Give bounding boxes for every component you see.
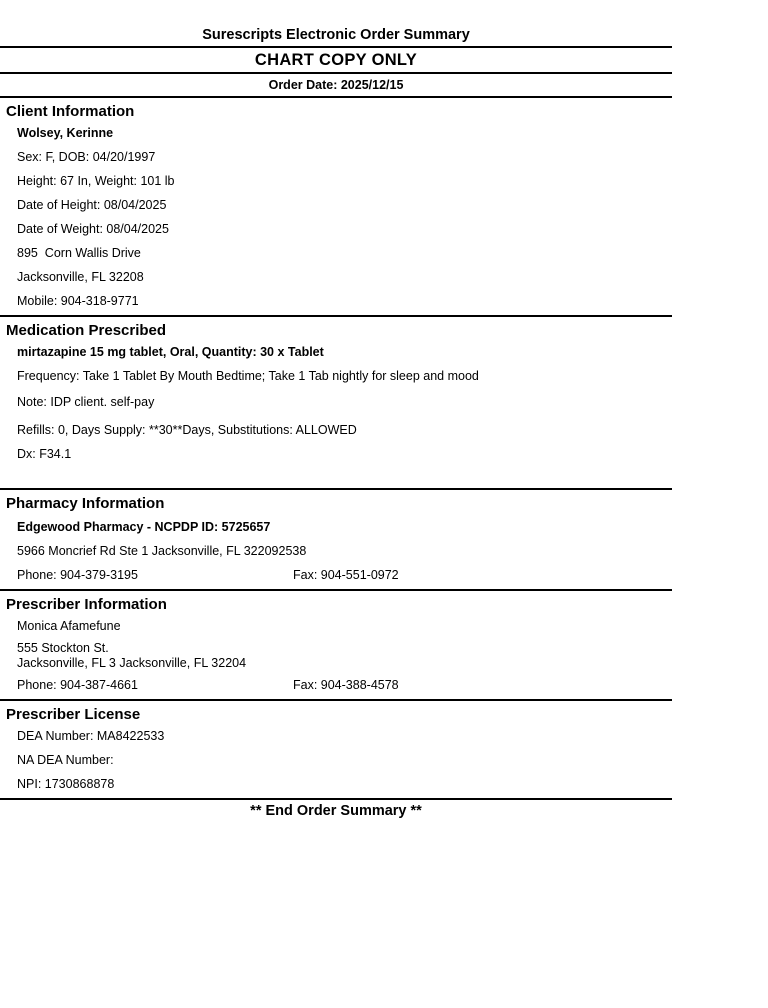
dx-line: Dx: F34.1: [17, 447, 72, 461]
prescriber-information-heading: Prescriber Information: [6, 596, 167, 613]
date-of-height-line: Date of Height: 08/04/2025: [17, 198, 167, 212]
medication-prescribed-section: [0, 317, 672, 486]
client-address-line-2: Jacksonville, FL 32208: [17, 270, 144, 284]
prescriber-address-line-1: 555 Stockton St.: [17, 641, 109, 655]
pharmacy-information-section: [0, 490, 672, 587]
section-spacer: [0, 466, 672, 486]
date-of-weight-line: Date of Weight: 08/04/2025: [17, 222, 169, 236]
pharmacy-information-heading: Pharmacy Information: [6, 495, 165, 512]
prescriber-fax: Fax: 904-388-4578: [293, 678, 399, 692]
pharmacy-name-line: Edgewood Pharmacy - NCPDP ID: 5725657: [17, 520, 271, 534]
page-title: Surescripts Electronic Order Summary: [0, 0, 672, 48]
prescriber-license-section: [0, 701, 672, 796]
pharmacy-phone-fax-row: [0, 563, 672, 587]
client-mobile-line: Mobile: 904-318-9771: [17, 294, 139, 308]
order-date: Order Date: 2025/12/15: [0, 74, 672, 98]
npi-line: NPI: 1730868878: [17, 777, 115, 791]
client-information-heading: Client Information: [6, 103, 135, 120]
refills-line: Refills: 0, Days Supply: **30**Days, Substitutions: ALLOWED: [17, 423, 357, 437]
note-line: Note: IDP client. self-pay: [17, 395, 155, 409]
frequency-line: Frequency: Take 1 Tablet By Mouth Bedtime; Take 1 Tab nightly for sleep and mood: [17, 369, 479, 383]
client-information-section: [0, 98, 672, 313]
na-dea-number-line: NA DEA Number:: [17, 753, 114, 767]
prescriber-name-line: Monica Afamefune: [17, 619, 121, 633]
pharmacy-fax: Fax: 904-551-0972: [293, 568, 399, 582]
end-order-summary: ** End Order Summary **: [250, 803, 422, 819]
medication-prescribed-heading: Medication Prescribed: [6, 322, 167, 339]
prescriber-phone-fax-row: [0, 673, 672, 697]
prescriber-information-section: [0, 591, 672, 697]
prescriber-phone: Phone: 904-387-4661: [17, 678, 138, 692]
dea-number-line: DEA Number: MA8422533: [17, 729, 165, 743]
client-address-line-1: 895 Corn Wallis Drive: [17, 246, 141, 260]
chart-copy-banner: CHART COPY ONLY: [0, 48, 672, 74]
height-weight-line: Height: 67 In, Weight: 101 lb: [17, 174, 175, 188]
sex-dob-line: Sex: F, DOB: 04/20/1997: [17, 150, 156, 164]
pharmacy-phone: Phone: 904-379-3195: [17, 568, 138, 582]
prescriber-license-heading: Prescriber License: [6, 706, 141, 723]
section-divider: [0, 798, 672, 800]
patient-name-line: Wolsey, Kerinne: [17, 126, 114, 140]
prescriber-address-line-2: Jacksonville, FL 3 Jacksonville, FL 32204: [17, 656, 247, 670]
pharmacy-address-line: 5966 Moncrief Rd Ste 1 Jacksonville, FL 322092538: [17, 544, 307, 558]
medication-line: mirtazapine 15 mg tablet, Oral, Quantity: 30 x Tablet: [17, 345, 324, 359]
